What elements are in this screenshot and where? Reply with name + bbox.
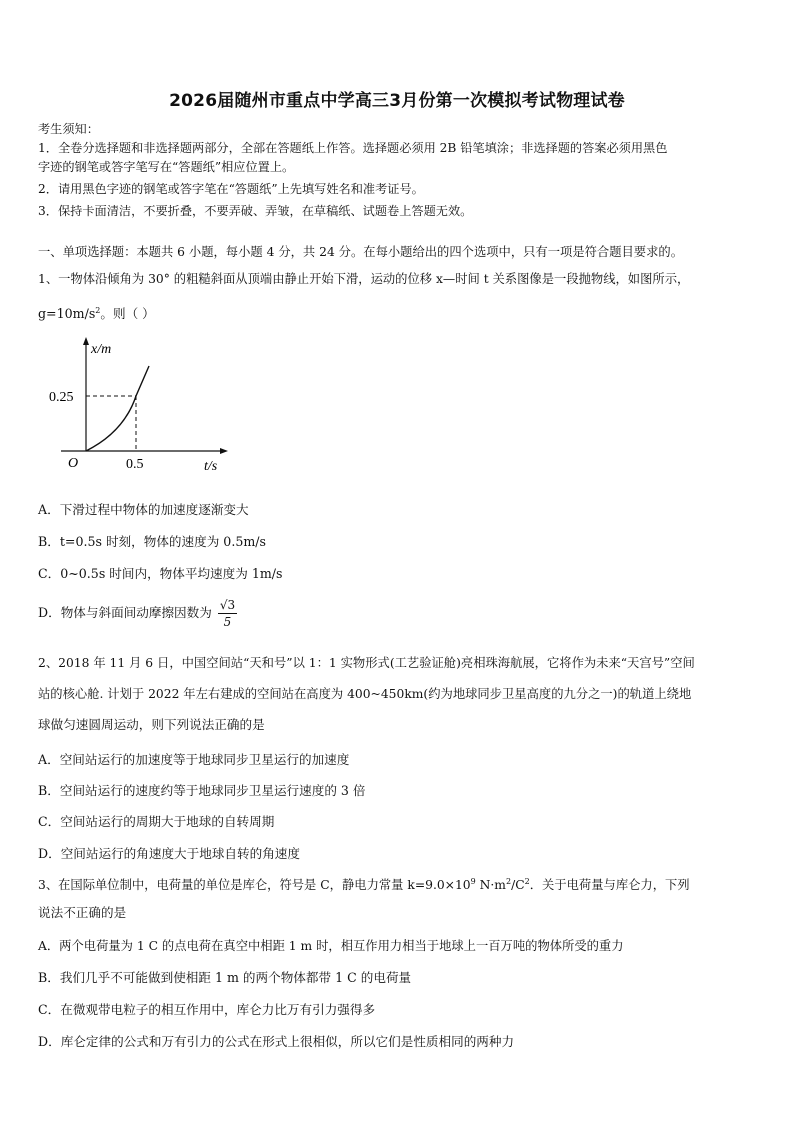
q3-option-d: D．库仑定律的公式和万有引力的公式在形式上很相似，所以它们是性质相同的两种力 (38, 1034, 515, 1049)
q3-option-c: C．在微观带电粒子的相互作用中，库仑力比万有引力强得多 (38, 1002, 376, 1017)
q3-option-b: B．我们几乎不可能做到使相距 1 m 的两个物体都带 1 C 的电荷量 (38, 970, 412, 985)
q2-option-c: C．空间站运行的周期大于地球的自转周期 (38, 814, 275, 829)
q3-stem-line1 (38, 874, 690, 893)
q3-option-a: A．两个电荷量为 1 C 的点电荷在真空中相距 1 m 时，相互作用力相当于地球上一百万吨的物体所受的重力 (38, 939, 624, 953)
notice-item-2: 2．请用黑色字迹的钢笔或答字笔在“答题纸”上先填写姓名和准考证号。 (38, 182, 424, 196)
q3-stem-line2: 说法不正确的是 (38, 905, 127, 920)
section-heading: 一、单项选择题：本题共 6 小题，每小题 4 分，共 24 分。在每小题给出的四个选项中，只有一项是符合题目要求的。 (38, 245, 683, 259)
origin-label: O (68, 456, 79, 471)
q1-option-c: C．0~0.5s 时间内，物体平均速度为 1m/s (38, 566, 283, 581)
q3-exp-c2: 2 (524, 877, 530, 886)
x-tick-label: 0.5 (126, 457, 144, 472)
q1-option-d-fraction (218, 597, 237, 630)
q1-stem-tail: 。则（ ） (100, 306, 155, 321)
q1-option-d (38, 597, 237, 630)
q1-stem-line1: 1、一物体沿倾角为 30° 的粗糙斜面从顶端由静止开始下滑，运动的位移 x—时间 t 关系图像是一段抛物线，如图所示， (38, 272, 690, 286)
q2-option-d: D．空间站运行的角速度大于地球自转的角速度 (38, 846, 300, 861)
q1-stem-line2 (38, 303, 155, 322)
y-tick-label: 0.25 (49, 390, 74, 405)
q1-option-d-prefix: D．物体与斜面间动摩擦因数为 (38, 605, 212, 620)
q2-option-a: A．空间站运行的加速度等于地球同步卫星运行的加速度 (38, 752, 350, 767)
q1-g-value: g=10m/s (38, 306, 96, 321)
fraction-numerator: √3 (219, 598, 236, 612)
q3-exp-m2: 2 (505, 877, 512, 886)
q1-xt-graph (46, 336, 246, 480)
q1-option-b: B．t=0.5s 时刻，物体的速度为 0.5m/s (38, 534, 266, 549)
page-title: 2026届随州市重点中学高三3月份第一次模拟考试物理试卷 (169, 91, 625, 111)
q1-option-a: A．下滑过程中物体的加速度逐渐变大 (38, 502, 249, 517)
q3-exp-9: 9 (470, 877, 476, 886)
q2-stem-line2: 站的核心舱. 计划于 2022 年左右建成的空间站在高度为 400~450km(约为地球同步卫星高度的九分之一)的轨道上绕地 (38, 687, 692, 701)
q3-text-c: /C (511, 878, 525, 892)
xt-graph-svg (46, 336, 246, 476)
q3-text-d: ．关于电荷量与库仑力，下列 (529, 878, 690, 892)
x-axis-label: t/s (204, 459, 218, 474)
q2-stem-line3: 球做匀速圆周运动，则下列说法正确的是 (38, 717, 265, 732)
notice-item-3: 3．保持卡面清洁，不要折叠，不要弄破、弄皱，在草稿纸、试题卷上答题无效。 (38, 204, 473, 218)
q2-stem-line1: 2、2018 年 11 月 6 日，中国空间站“天和号”以 1：1 实物形式(工艺验证舱)亮相珠海航展，它将作为未来“天宫号”空间 (38, 656, 695, 670)
q3-text-b: N·m (475, 878, 506, 892)
q1-g-exponent: 2 (95, 306, 101, 315)
notice-item-1: 1．全卷分选择题和非选择题两部分，全部在答题纸上作答。选择题必须用 2B 铅笔填涂；非选择题的答案必须用黑色 (38, 141, 668, 155)
parabola-curve (86, 366, 149, 451)
notice-heading: 考生须知： (38, 122, 99, 136)
fraction-denominator: 5 (223, 615, 232, 629)
q3-text-a: 3、在国际单位制中，电荷量的单位是库仑，符号是 C，静电力常量 k=9.0×10 (38, 878, 471, 892)
y-axis-label: x/m (91, 342, 112, 357)
notice-item-1-cont: 字迹的钢笔或答字笔写在“答题纸”相应位置上。 (38, 160, 295, 174)
q2-option-b: B．空间站运行的速度约等于地球同步卫星运行速度的 3 倍 (38, 783, 366, 798)
